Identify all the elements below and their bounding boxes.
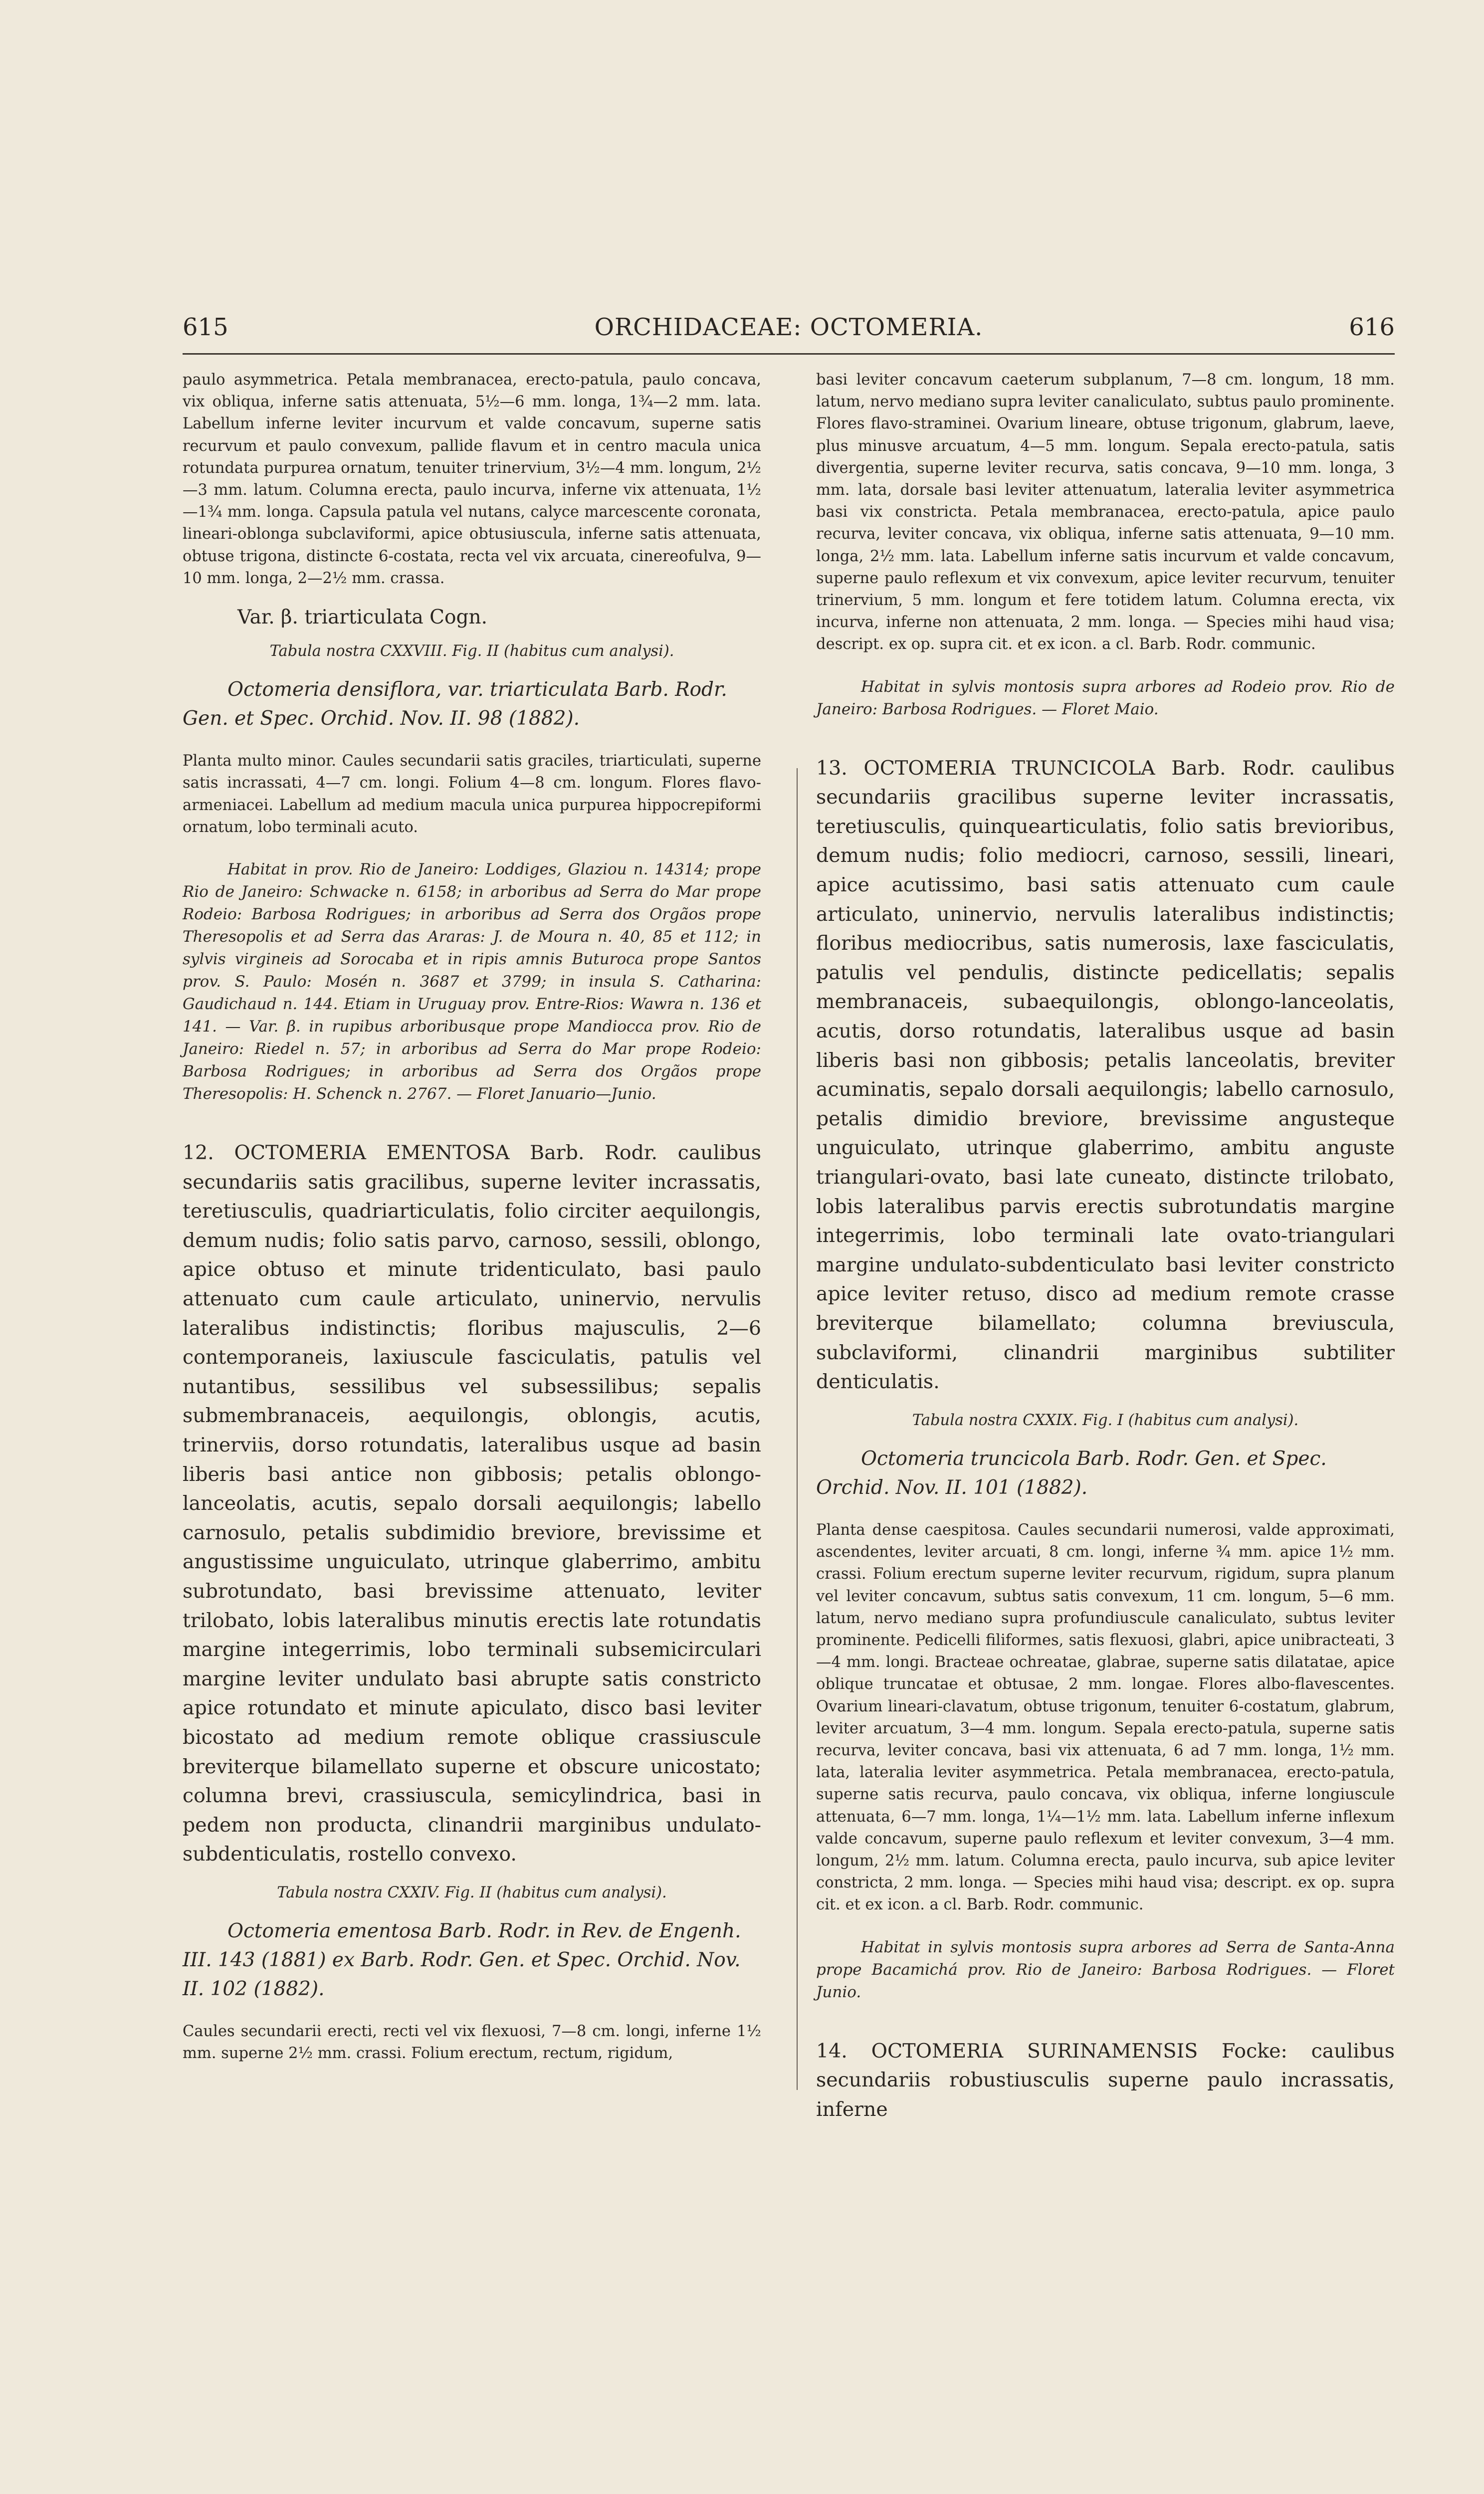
column-divider [797, 768, 798, 2090]
plate-reference-12: Tabula nostra CXXIV. Fig. II (habitus cum analysi). [277, 1883, 667, 1901]
species-12-details: Caules secundarii erecti, recti vel vix flexuosi, 7—8 cm. longi, inferne 1½ mm. superne 2½ mm. crassi. Folium erectum, rectum, rigidum, [183, 2023, 761, 2063]
right-column [816, 369, 1395, 2124]
description-continued: paulo asymmetrica. Petala membranacea, erecto-patula, paulo concava, vix obliqua, inferne satis attenuata, 5½—6 mm. longa, 1¾—2 mm. lata. Labellum inferne leviter incurvum et valde concavum, superne satis recurvum et paulo convexum, pallide flavum et in centro macula unica rotundata purpurea ornatum, tenuiter trinervium, 3½—4 mm. longum, 2½—3 mm. latum. Columna erecta, paulo incurva, inferne vix attenuata, 1½—1¾ mm. longa. Capsula patula vel nutans, calyce marcescente coronata, lineari-oblonga subclaviformi, apice obtusiuscula, inferne satis attenuata, obtuse trigona, distincte 6-costata, recta vel vix arcuata, cinereofulva, 9—10 mm. longa, 2—2½ mm. crassa. [183, 371, 761, 587]
variety-heading: Var. β. triarticulata Cogn. [237, 606, 487, 629]
species-13-description: 13. OCTOMERIA TRUNCICOLA Barb. Rodr. caulibus secundariis gracilibus superne leviter incrassatis, teretiusculis, quinquearticulatis, folio satis brevioribus, demum nudis; folio mediocri, carnoso, sessili, lineari, apice acutissimo, basi satis attenuato cum caule articulato, uninervio, nervulis lateralibus indistinctis; floribus mediocribus, satis numerosis, laxe fasciculatis, patulis vel pendulis, distincte pedicellatis; sepalis membranaceis, subaequilongis, oblongo-lanceolatis, acutis, dorso rotundatis, lateralibus usque ad basin liberis basi non gibbosis; petalis lanceolatis, breviter acuminatis, sepalo dorsali aequilongis; labello carnosulo, petalis dimidio breviore, brevissime angusteque unguiculato, utrinque glaberrimo, ambitu anguste triangulari-ovato, basi late cuneato, distincte trilobato, lobis lateralibus parvis erectis subrotundatis margine integerrimis, lobo terminali late ovato-triangulari margine undulato-subdenticulato basi leviter constricto apice leviter retuso, disco ad medium remote crasse breviterque bilamellato; columna breviuscula, subclaviformi, clinandrii marginibus subtiliter denticulatis. [816, 756, 1395, 1394]
habitat-paragraph: Habitat in prov. Rio de Janeiro: Loddiges, Glaziou n. 14314; prope Rio de Janeiro: Schwacke n. 6158; in arboribus ad Serra do Mar prope Rodeio: Barbosa Rodrigues; in arboribus ad Serra dos Orgãos prope Theresopolis et ad Serra das Araras: J. de Moura n. 40, 85 et 112; in sylvis virgineis ad Sorocaba et in ripis amnis Buturoca prope Santos prov. S. Paulo: Mosén n. 3687 et 3799; in insula S. Catharina: Gaudichaud n. 144. Etiam in Uruguay prov. Entre-Rios: Wawra n. 136 et 141. — Var. β. in rupibus arboribusque prope Mandiocca prov. Rio de Janeiro: Riedel n. 57; in arboribus ad Serra do Mar prope Rodeio: Barbosa Rodrigues; in arboribus ad Serra dos Orgãos prope Theresopolis: H. Schenck n. 2767. — Floret Januario—Junio. [183, 860, 761, 1103]
species-12-description: 12. OCTOMERIA EMENTOSA Barb. Rodr. caulibus secundariis satis gracilibus, superne leviter incrassatis, teretiusculis, quadriarticulatis, folio circiter aequilongis, demum nudis; folio satis parvo, carnoso, sessili, oblongo, apice obtuso et minute tridenticulato, basi paulo attenuato cum caule articulato, uninervio, nervulis lateralibus indistinctis; floribus majusculis, 2—6 contemporaneis, laxiuscule fasciculatis, patulis vel nutantibus, sessilibus vel subsessilibus; sepalis submembranaceis, aequilongis, oblongis, acutis, trinerviis, dorso rotundatis, lateralibus usque ad basin liberis basi antice non gibbosis; petalis oblongo-lanceolatis, acutis, sepalo dorsali aequilongis; labello carnosulo, petalis subdimidio breviore, brevissime et angustissime unguiculato, utrinque glaberrimo, ambitu subrotundato, basi brevissime attenuato, leviter trilobato, lobis lateralibus minutis erectis late rotundatis margine integerrimis, lobo terminali subsemicirculari margine leviter undulato basi abrupte satis constricto apice rotundato et minute apiculato, disco basi leviter bicostato ad medium remote oblique crassiuscule breviterque bilamellato superne et obscure unicostato; columna brevi, crassiuscula, semicylindrica, basi in pedem non producta, clinandrii marginibus undulato-subdenticulatis, rostello convexo. [183, 1141, 761, 1866]
left-column [183, 369, 761, 2065]
page-number-left: 615 [183, 313, 228, 341]
header-rule [183, 353, 1395, 355]
synonym-citation-12: Octomeria ementosa Barb. Rodr. in Rev. de Engenh. III. 143 (1881) ex Barb. Rodr. Gen. et Spec. Orchid. Nov. II. 102 (1882). [183, 1920, 741, 2001]
habitat-paragraph-13: Habitat in sylvis montosis supra arbores ad Serra de Santa-Anna prope Bacamichá prov. Rio de Janeiro: Barbosa Rodrigues. — Floret Junio. [816, 1938, 1395, 2001]
description-continued-right: basi leviter concavum caeterum subplanum, 7—8 cm. longum, 18 mm. latum, nervo mediano supra leviter canaliculato, subtus paulo prominente. Flores flavo-straminei. Ovarium lineare, obtuse trigonum, glabrum, laeve, plus minusve arcuatum, 4—5 mm. longum. Sepala erecto-patula, satis divergentia, superne leviter recurva, satis concava, 9—10 mm. longa, 3 mm. lata, dorsale basi leviter attenuatum, lateralia leviter asymmetrica basi vix constricta. Petala membranacea, erecto-patula, apice paulo recurva, leviter concava, vix obliqua, inferne satis attenuata, 9—10 mm. longa, 2½ mm. lata. Labellum inferne satis incurvum et valde concavum, superne paulo reflexum et vix convexum, apice leviter recurvum, tenuiter trinervium, 5 mm. longum et fere totidem latum. Columna erecta, vix incurva, inferne non attenuata, 2 mm. longa. — Species mihi haud visa; descript. ex op. supra cit. et ex icon. a cl. Barb. Rodr. communic. [816, 371, 1395, 653]
page-number-right: 616 [1349, 313, 1395, 341]
running-header [183, 313, 1395, 353]
plate-reference: Tabula nostra CXXVIII. Fig. II (habitus cum analysi). [269, 642, 674, 660]
running-title: ORCHIDACEAE: OCTOMERIA. [594, 313, 983, 341]
habitat-paragraph-right: Habitat in sylvis montosis supra arbores ad Rodeio prov. Rio de Janeiro: Barbosa Rodrigues. — Floret Maio. [816, 677, 1395, 718]
species-14-description: 14. OCTOMERIA SURINAMENSIS Focke: caulibus secundariis robustiusculis superne paulo incrassatis, inferne [816, 2039, 1395, 2121]
synonym-citation: Octomeria densiflora, var. triarticulata Barb. Rodr. Gen. et Spec. Orchid. Nov. II. 98 (1882). [183, 678, 727, 730]
plate-reference-13: Tabula nostra CXXIX. Fig. I (habitus cum analysi). [912, 1411, 1299, 1429]
synonym-citation-13: Octomeria truncicola Barb. Rodr. Gen. et Spec. Orchid. Nov. II. 101 (1882). [816, 1447, 1327, 1499]
species-13-details: Planta dense caespitosa. Caules secundarii numerosi, valde approximati, ascendentes, leviter arcuati, 8 cm. longi, inferne ¾ mm. apice 1½ mm. crassi. Folium erectum superne leviter recurvum, rigidum, supra planum vel leviter concavum, subtus satis convexum, 11 cm. longum, 5—6 mm. latum, nervo mediano supra profundiuscule canaliculato, subtus leviter prominente. Pedicelli filiformes, satis flexuosi, glabri, apice unibracteati, 3—4 mm. longi. Bracteae ochreatae, glabrae, superne satis dilatatae, apice oblique truncatae et obtusae, 2 mm. longae. Flores albo-flavescentes. Ovarium lineari-clavatum, obtuse trigonum, tenuiter 6-costatum, glabrum, leviter arcuatum, 3—4 mm. longum. Sepala erecto-patula, superne satis recurva, leviter concava, basi vix attenuata, 6 ad 7 mm. longa, 1½ mm. lata, lateralia leviter asymmetrica. Petala membranacea, erecto-patula, superne satis recurva, paulo concava, vix obliqua, inferne longiuscule attenuata, 6—7 mm. longa, 1¼—1½ mm. lata. Labellum inferne inflexum valde concavum, superne paulo reflexum et leviter convexum, 3—4 mm. longum, 2½ mm. latum. Columna erecta, paulo incurva, sub apice leviter constricta, 2 mm. longa. — Species mihi haud visa; descript. ex op. supra cit. et ex icon. a cl. Barb. Rodr. communic. [816, 1521, 1395, 1914]
variety-description: Planta multo minor. Caules secundarii satis graciles, triarticulati, superne satis incrassati, 4—7 cm. longi. Folium 4—8 cm. longum. Flores flavo-armeniacei. Labellum ad medium macula unica purpurea hippocrepiformi ornatum, lobo terminali acuto. [183, 752, 761, 836]
